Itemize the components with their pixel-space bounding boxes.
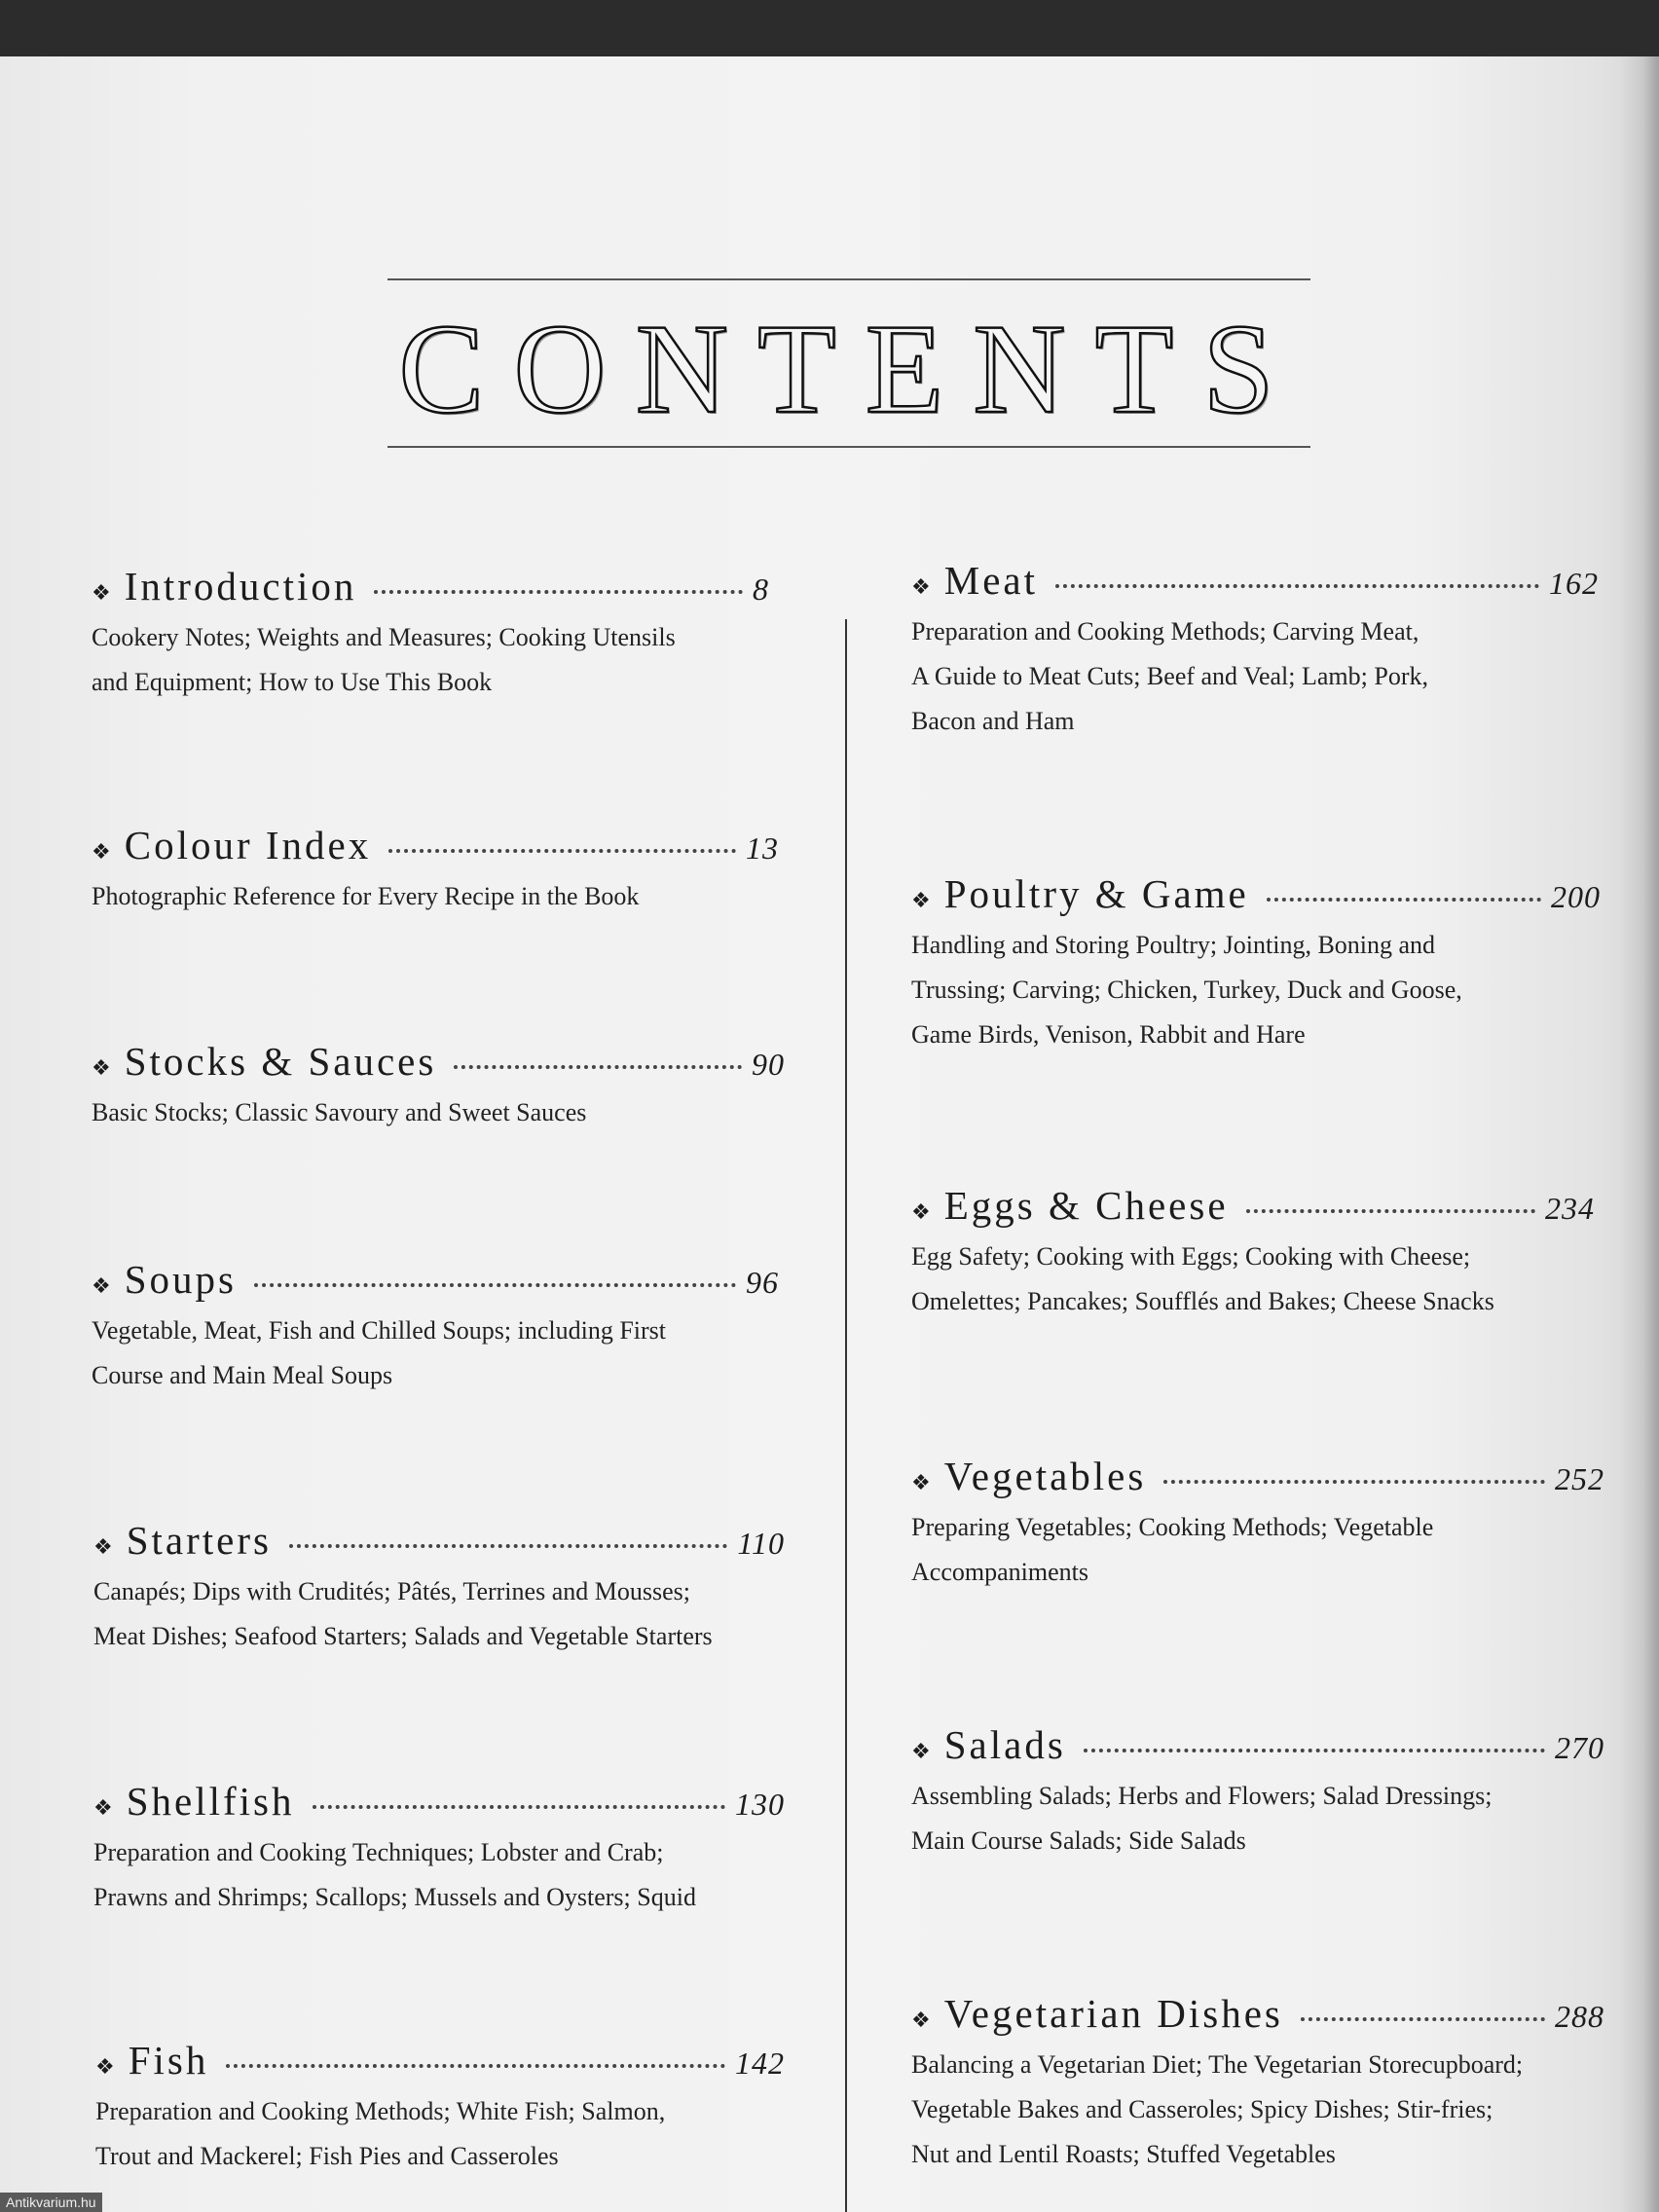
diamond-bullet-icon: ❖ (95, 2054, 115, 2079)
page-edge-shadow (1620, 56, 1659, 2212)
entry-page-number: 142 (735, 2046, 785, 2081)
toc-entry-starters (93, 1517, 785, 1659)
diamond-bullet-icon: ❖ (92, 839, 111, 864)
diamond-bullet-icon: ❖ (92, 1055, 111, 1080)
entry-description: Balancing a Vegetarian Diet; The Vegetarian Storecupboard; Vegetable Bakes and Casseroles; Spicy Dishes; Stir-fries; Nut and Lentil Roasts; Stuffed Vegetables (911, 2050, 1524, 2168)
dot-leader (1163, 1480, 1545, 1484)
dot-leader (226, 2064, 725, 2068)
entry-description: Preparation and Cooking Techniques; Lobster and Crab; Prawns and Shrimps; Scallops; Mussels and Oysters; Squid (93, 1838, 696, 1911)
dot-leader (388, 849, 736, 853)
dot-leader (1055, 584, 1539, 588)
toc-entry-soups (92, 1256, 779, 1398)
entry-page-number: 130 (735, 1787, 785, 1822)
title-rule-top (387, 278, 1310, 280)
entry-title: Meat (943, 558, 1038, 603)
entry-page-number: 270 (1555, 1730, 1604, 1765)
dot-leader (1301, 2017, 1545, 2021)
dot-leader (374, 590, 743, 594)
entry-description: Egg Safety; Cooking with Eggs; Cooking with Cheese; Omelettes; Pancakes; Soufflés and Bakes; Cheese Snacks (911, 1242, 1494, 1315)
entry-page-number: 90 (752, 1047, 785, 1082)
diamond-bullet-icon: ❖ (911, 1470, 931, 1494)
diamond-bullet-icon: ❖ (911, 1199, 931, 1224)
entry-page-number: 252 (1555, 1461, 1604, 1496)
toc-entry-shellfish (93, 1778, 785, 1920)
dot-leader (289, 1544, 727, 1548)
entry-page-number: 288 (1555, 1999, 1604, 2034)
entry-page-number: 110 (737, 1526, 785, 1561)
toc-entry-meat (911, 557, 1599, 744)
entry-title: Soups (124, 1257, 237, 1302)
diamond-bullet-icon: ❖ (93, 1534, 113, 1559)
entry-title: Vegetarian Dishes (943, 1991, 1283, 2036)
entry-page-number: 13 (746, 830, 779, 866)
toc-entry-fish (95, 2037, 785, 2179)
diamond-bullet-icon: ❖ (911, 2008, 931, 2032)
entry-page-number: 234 (1545, 1191, 1595, 1226)
dot-leader (254, 1283, 736, 1287)
entry-description: Preparing Vegetables; Cooking Methods; Vegetable Accompaniments (911, 1513, 1434, 1586)
entry-title: Eggs & Cheese (943, 1183, 1229, 1228)
dot-leader (1246, 1209, 1535, 1213)
toc-entry-poultry-game (911, 870, 1601, 1057)
entry-description: Preparation and Cooking Methods; White Fish; Salmon, Trout and Mackerel; Fish Pies and Casseroles (95, 2097, 666, 2170)
toc-entry-vegetables (911, 1453, 1604, 1595)
entry-title: Starters (126, 1518, 272, 1563)
entry-description: Handling and Storing Poultry; Jointing, Boning and Trussing; Carving; Chicken, Turkey, Duck and Goose, Game Birds, Venison, Rabbit and Hare (911, 931, 1462, 1049)
entry-title: Introduction (124, 564, 357, 608)
toc-entry-salads (911, 1721, 1604, 1863)
toc-entry-colour-index (92, 822, 779, 919)
dot-leader (454, 1065, 742, 1069)
dot-leader (1267, 898, 1541, 902)
book-page (0, 56, 1659, 2212)
entry-title: Fish (128, 2038, 209, 2083)
toc-entry-introduction (92, 563, 769, 705)
dot-leader (1084, 1749, 1545, 1752)
entry-page-number: 162 (1549, 566, 1599, 601)
entry-page-number: 200 (1551, 879, 1601, 914)
toc-entry-stocks-sauces (92, 1038, 785, 1135)
watermark-label: Antikvarium.hu (0, 2193, 102, 2212)
diamond-bullet-icon: ❖ (911, 574, 931, 599)
entry-description: Assembling Salads; Herbs and Flowers; Salad Dressings; Main Course Salads; Side Salads (911, 1782, 1493, 1855)
entry-title: Salads (943, 1722, 1066, 1767)
diamond-bullet-icon: ❖ (911, 888, 931, 912)
diamond-bullet-icon: ❖ (92, 1273, 111, 1298)
entry-title: Shellfish (126, 1779, 295, 1824)
title-rule-bottom (387, 446, 1310, 448)
entry-title: Colour Index (124, 823, 372, 867)
entry-page-number: 96 (746, 1265, 779, 1300)
entry-description: Basic Stocks; Classic Savoury and Sweet Sauces (92, 1098, 587, 1126)
entry-description: Vegetable, Meat, Fish and Chilled Soups; including First Course and Main Meal Soups (92, 1316, 667, 1389)
page-title: CONTENTS (398, 297, 1304, 440)
entry-description: Photographic Reference for Every Recipe in the Book (92, 882, 640, 910)
entry-title: Stocks & Sauces (124, 1039, 437, 1084)
entry-page-number: 8 (753, 571, 769, 607)
entry-description: Preparation and Cooking Methods; Carving Meat, A Guide to Meat Cuts; Beef and Veal; Lamb; Pork, Bacon and Ham (911, 617, 1428, 735)
toc-entry-vegetarian-dishes (911, 1990, 1604, 2177)
column-divider (845, 619, 847, 2212)
entry-title: Poultry & Game (943, 871, 1249, 916)
toc-entry-eggs-cheese (911, 1182, 1595, 1324)
entry-description: Cookery Notes; Weights and Measures; Cooking Utensils and Equipment; How to Use This Book (92, 623, 676, 696)
diamond-bullet-icon: ❖ (92, 580, 111, 605)
diamond-bullet-icon: ❖ (93, 1795, 113, 1820)
dot-leader (313, 1805, 725, 1809)
entry-title: Vegetables (943, 1454, 1147, 1498)
entry-description: Canapés; Dips with Crudités; Pâtés, Terrines and Mousses; Meat Dishes; Seafood Starters; Salads and Vegetable Starters (93, 1577, 713, 1650)
diamond-bullet-icon: ❖ (911, 1739, 931, 1763)
